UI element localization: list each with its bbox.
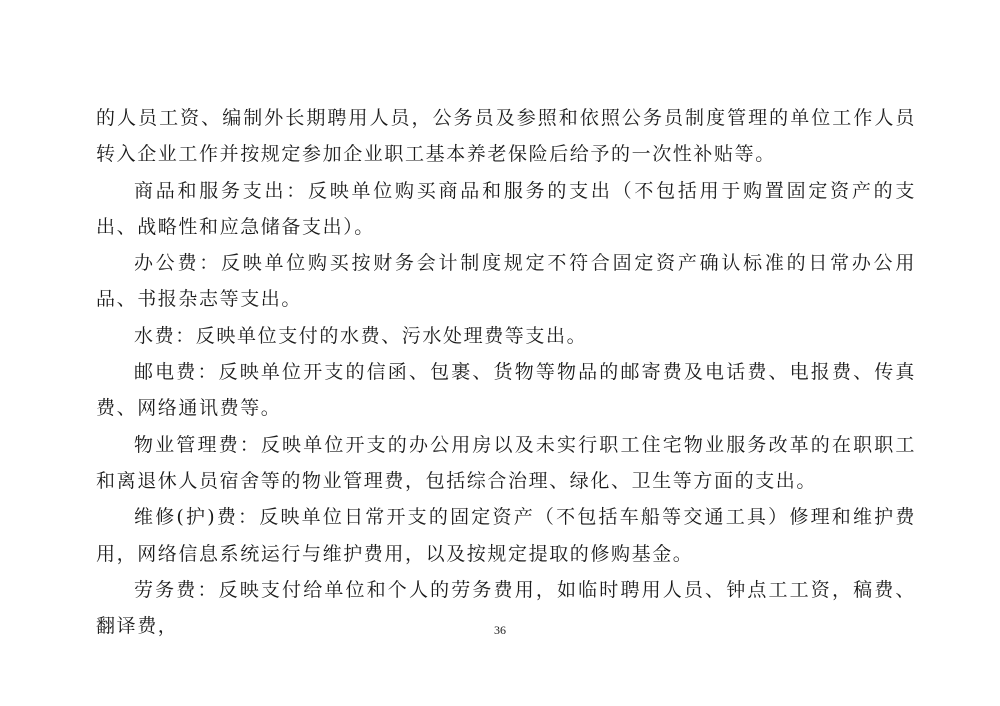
paragraph-property-management: 物业管理费：反映单位开支的办公用房以及未实行职工住宅物业服务改革的在职职工和离退休人员宿舍等的物业管理费，包括综合治理、绿化、卫生等方面的支出。	[96, 433, 916, 492]
paragraph-labor-services: 劳务费：反映支付给单位和个人的劳务费用，如临时聘用人员、钟点工工资，稿费、翻译费，	[96, 578, 916, 638]
body-text	[96, 100, 916, 644]
paragraph-maintenance: 维修(护)费：反映单位日常开支的固定资产（不包括车船等交通工具）修理和维护费用，网络信息系统运行与维护费用，以及按规定提取的修购基金。	[96, 506, 916, 565]
paragraph-continuation: 的人员工资、编制外长期聘用人员，公务员及参照和依照公务员制度管理的单位工作人员转入企业工作并按规定参加企业职工基本养老保险后给予的一次性补贴等。	[96, 107, 916, 166]
paragraph-postal-telecom: 邮电费：反映单位开支的信函、包裹、货物等物品的邮寄费及电话费、电报费、传真费、网络通讯费等。	[96, 361, 916, 420]
page-number: 36	[494, 623, 506, 637]
paragraph-office-expenses: 办公费：反映单位购买按财务会计制度规定不符合固定资产确认标准的日常办公用品、书报杂志等支出。	[96, 252, 916, 311]
paragraph-goods-and-services: 商品和服务支出：反映单位购买商品和服务的支出（不包括用于购置固定资产的支出、战略性和应急储备支出）。	[96, 179, 916, 238]
paragraph-water-fees: 水费：反映单位支付的水费、污水处理费等支出。	[134, 324, 588, 347]
